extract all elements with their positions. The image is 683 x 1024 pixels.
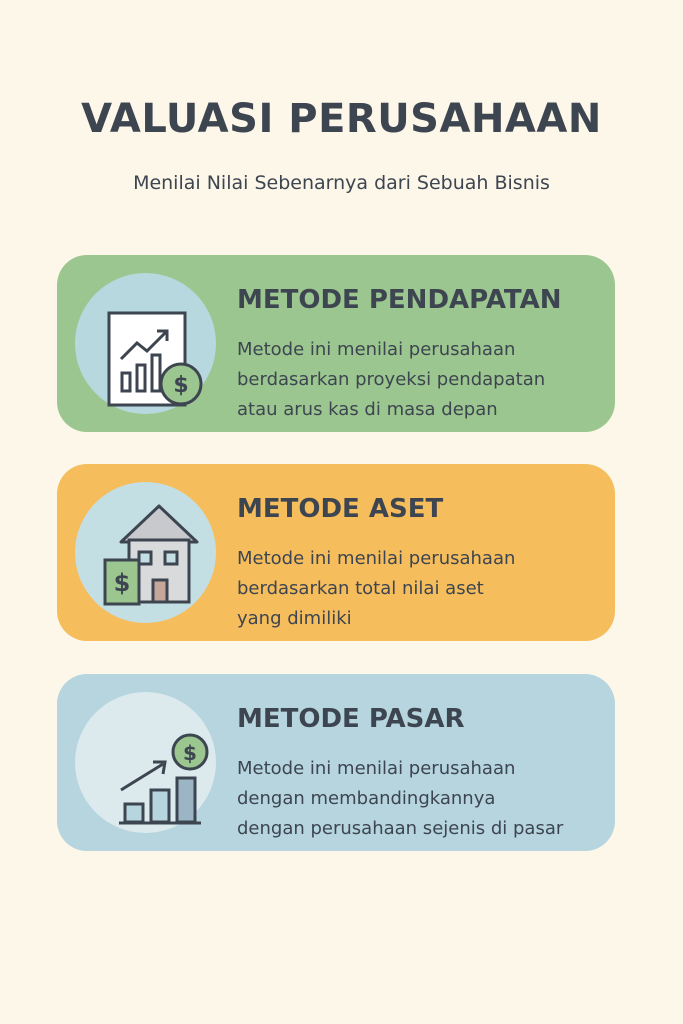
page-subtitle: Menilai Nilai Sebenarnya dari Sebuah Bisnis — [133, 172, 550, 194]
card-description-line: dengan perusahaan sejenis di pasar — [237, 818, 564, 839]
card-title: METODE ASET — [237, 494, 444, 524]
method-card-asset — [57, 464, 615, 641]
card-description-line: dengan membandingkannya — [237, 788, 496, 809]
card-description-line: Metode ini menilai perusahaan — [237, 758, 516, 779]
card-description — [237, 335, 613, 425]
card-description-line: Metode ini menilai perusahaan — [237, 339, 516, 360]
bar-chart-dollar-icon — [75, 692, 216, 833]
income-chart-dollar-icon — [75, 273, 216, 414]
card-description — [237, 544, 613, 634]
card-title: METODE PASAR — [237, 704, 465, 734]
card-description-line: atau arus kas di masa depan — [237, 399, 498, 420]
svg-text:$: $ — [173, 373, 189, 398]
method-card-income — [57, 255, 615, 432]
card-description-line: berdasarkan total nilai aset — [237, 578, 484, 599]
card-description-line: Metode ini menilai perusahaan — [237, 548, 516, 569]
svg-text:$: $ — [113, 569, 131, 597]
card-description-line: berdasarkan proyeksi pendapatan — [237, 369, 546, 390]
svg-text:$: $ — [183, 741, 197, 765]
house-dollar-icon — [75, 482, 216, 623]
card-title: METODE PENDAPATAN — [237, 285, 562, 315]
method-card-market — [57, 674, 615, 851]
page-title: VALUASI PERUSAHAAN — [81, 96, 602, 142]
card-description-line: yang dimiliki — [237, 608, 352, 629]
card-description — [237, 754, 613, 844]
